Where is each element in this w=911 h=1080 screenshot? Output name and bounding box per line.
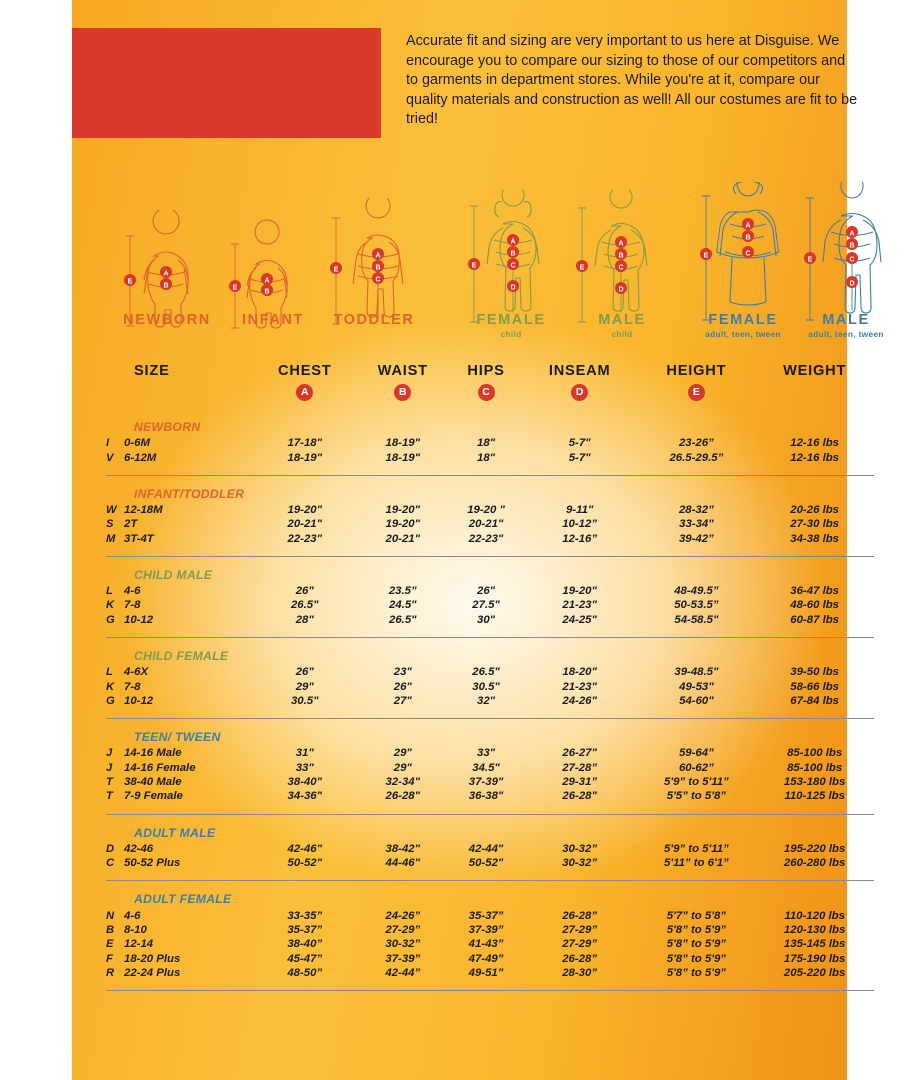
row-weight: 36-47 lbs — [790, 585, 840, 598]
row-inseam: 26-27" — [562, 747, 597, 760]
row-size: 0-6M — [124, 437, 150, 450]
intro-paragraph: Accurate fit and sizing are very important to us here at Disguise. We encourage you to compare our sizing to those of our competitors and to garments in department stores. While you're at it, compare our quality materials and construction as well! All our costumes are fit to be tried! — [406, 33, 858, 128]
row-height: 28-32” — [678, 503, 714, 516]
figure-label-child-male — [566, 312, 678, 339]
svg-text:E: E — [471, 262, 477, 270]
table-row — [106, 436, 874, 450]
row-waist: 29" — [393, 761, 412, 774]
row-hips: 22-23" — [468, 532, 504, 545]
row-size: 14-16 Male — [124, 747, 182, 760]
row-size: 38-40 Male — [124, 776, 182, 789]
row-weight: 85-100 lbs — [787, 761, 843, 774]
row-inseam: 24-26" — [562, 694, 597, 707]
row-weight: 60-87 lbs — [790, 613, 840, 626]
row-height: 5'9” to 5'11” — [664, 842, 729, 855]
figure-label-newborn — [102, 312, 232, 328]
row-height: 5'9” to 5'11” — [664, 776, 729, 789]
row-inseam: 24-25" — [562, 613, 597, 626]
svg-text:C: C — [510, 262, 516, 270]
svg-text:A: A — [510, 238, 516, 246]
row-letter: D — [106, 842, 115, 855]
row-waist: 27" — [393, 694, 412, 707]
header-height: HEIGHT — [666, 363, 727, 379]
table-row — [106, 665, 874, 679]
table-row — [106, 856, 874, 870]
row-chest: 38-40” — [287, 938, 323, 951]
row-size: 7-8 — [124, 680, 141, 693]
figure-label-text: FEMALE — [708, 312, 778, 328]
figure-labels — [96, 312, 896, 352]
row-weight: 20-26 lbs — [790, 503, 840, 516]
row-height: 48-49.5” — [674, 585, 719, 598]
table-group-label: INFANT/TODDLER — [134, 486, 245, 501]
key-dot-b: B — [394, 384, 411, 401]
row-chest: 20-21" — [287, 518, 323, 531]
table-row — [106, 598, 874, 612]
table-row — [106, 952, 874, 966]
row-inseam: 27-29” — [562, 938, 598, 951]
row-weight: 135-145 lbs — [783, 938, 846, 951]
figure-label-text: MALE — [822, 312, 870, 328]
svg-text:B: B — [510, 250, 516, 258]
svg-text:B: B — [745, 234, 751, 242]
table-row — [106, 842, 874, 856]
svg-text:B: B — [264, 288, 270, 296]
table-group-label: TEEN/ TWEEN — [134, 730, 221, 745]
row-waist: 23.5” — [388, 585, 417, 598]
row-inseam: 26-28" — [562, 790, 597, 803]
svg-text:C: C — [849, 256, 855, 264]
row-waist: 26" — [393, 680, 412, 693]
row-letter: J — [106, 761, 113, 774]
svg-text:C: C — [375, 276, 381, 284]
key-weight — [755, 383, 874, 409]
row-height: 5'11” to 6'1” — [664, 857, 729, 870]
left-margin — [0, 0, 72, 1080]
row-inseam: 27-29” — [562, 923, 598, 936]
row-size: 7-8 — [124, 599, 141, 612]
svg-text:B: B — [163, 282, 169, 290]
row-waist: 18-19" — [385, 437, 421, 450]
figure-sublabel: adult, teen, tween — [705, 329, 781, 339]
row-chest: 45-47” — [287, 952, 323, 965]
row-hips: 37-39" — [468, 776, 504, 789]
row-inseam: 5-7" — [568, 451, 591, 464]
table-group-row — [106, 881, 874, 909]
row-chest: 17-18" — [287, 437, 323, 450]
row-height: 5'7” to 5'8” — [666, 909, 726, 922]
row-weight: 205-220 lbs — [783, 967, 846, 980]
svg-text:E: E — [127, 278, 133, 286]
row-hips: 36-38" — [468, 790, 504, 803]
svg-text:A: A — [745, 222, 751, 230]
row-inseam: 19-20" — [562, 585, 597, 598]
row-letter: K — [106, 599, 115, 612]
row-waist: 29" — [393, 747, 412, 760]
figure-label-child-female — [444, 312, 578, 339]
table-row — [106, 775, 874, 789]
row-waist: 24.5" — [388, 599, 417, 612]
row-inseam: 12-16” — [562, 532, 598, 545]
table-separator — [106, 627, 874, 638]
row-waist: 38-42" — [385, 842, 421, 855]
table-separator — [106, 708, 874, 719]
table-group-label: ADULT FEMALE — [134, 892, 232, 907]
row-weight: 39-50 lbs — [790, 666, 840, 679]
row-chest: 18-19" — [287, 451, 323, 464]
table-row — [106, 613, 874, 627]
key-dot-e: E — [688, 384, 705, 401]
figure-label-adult-male — [782, 312, 910, 339]
row-inseam: 26-28” — [562, 952, 598, 965]
sizing-table — [106, 362, 874, 991]
sizing-table-wrap — [106, 362, 874, 991]
row-height: 33-34" — [679, 518, 714, 531]
svg-text:E: E — [232, 284, 238, 292]
row-waist: 19-20" — [385, 503, 421, 516]
key-blank — [106, 383, 254, 409]
row-size: 2T — [124, 518, 138, 531]
row-waist: 32-34" — [385, 776, 421, 789]
header-hips: HIPS — [467, 363, 505, 379]
table-row — [106, 679, 874, 693]
table-row — [106, 789, 874, 803]
measurement-key-row — [106, 383, 874, 409]
table-group-row — [106, 556, 874, 584]
svg-text:B: B — [618, 252, 624, 260]
row-height: 50-53.5” — [674, 599, 719, 612]
row-waist: 24-26” — [385, 909, 421, 922]
row-letter: N — [106, 909, 115, 922]
row-hips: 42-44" — [468, 842, 504, 855]
row-letter: V — [106, 451, 114, 464]
row-waist: 26-28" — [385, 790, 421, 803]
row-letter: T — [106, 776, 113, 789]
row-height: 23-26” — [678, 437, 714, 450]
row-weight: 260-280 lbs — [783, 857, 846, 870]
row-chest: 42-46" — [287, 842, 323, 855]
row-waist: 27-29” — [385, 923, 421, 936]
key-dot-d: D — [571, 384, 588, 401]
row-letter: J — [106, 747, 113, 760]
row-height: 59-64” — [678, 747, 714, 760]
row-hips: 47-49” — [468, 952, 504, 965]
table-group-row — [106, 719, 874, 747]
row-waist: 30-32” — [385, 938, 421, 951]
row-letter: K — [106, 680, 115, 693]
row-hips: 20-21" — [468, 518, 504, 531]
row-letter: B — [106, 923, 115, 936]
row-height: 5'8” to 5'9” — [666, 923, 726, 936]
row-letter: M — [106, 532, 116, 545]
row-letter: G — [106, 613, 115, 626]
figure-label-text: INFANT — [242, 312, 304, 328]
row-waist: 18-19" — [385, 451, 421, 464]
row-letter: I — [106, 437, 110, 450]
table-group-label: NEWBORN — [134, 420, 201, 434]
row-hips: 49-51” — [468, 967, 504, 980]
row-hips: 18" — [477, 437, 496, 450]
svg-text:E: E — [703, 252, 709, 260]
row-weight: 67-84 lbs — [790, 694, 840, 707]
header-inseam: INSEAM — [548, 363, 611, 379]
row-weight: 27-30 lbs — [790, 518, 840, 531]
table-header-row — [106, 362, 874, 383]
table-group-row — [106, 638, 874, 666]
row-inseam: 18-20" — [562, 666, 597, 679]
row-waist: 44-46" — [385, 857, 421, 870]
row-hips: 35-37” — [468, 909, 504, 922]
svg-text:D: D — [618, 286, 624, 294]
table-group-label: ADULT MALE — [134, 825, 216, 840]
row-inseam: 9-11" — [565, 503, 594, 516]
row-chest: 26" — [295, 585, 314, 598]
table-row — [106, 503, 874, 517]
row-weight: 110-120 lbs — [784, 909, 845, 922]
row-inseam: 21-23" — [562, 680, 597, 693]
table-row — [106, 584, 874, 598]
svg-text:B: B — [849, 242, 855, 250]
row-hips: 26.5" — [472, 666, 500, 679]
row-hips: 27.5" — [472, 599, 500, 612]
row-letter: E — [106, 938, 114, 951]
figure-label-text: MALE — [598, 312, 646, 328]
table-group-row — [106, 475, 874, 503]
key-dot-a: A — [296, 384, 313, 401]
table-row — [106, 761, 874, 775]
row-chest: 26" — [295, 666, 314, 679]
row-hips: 19-20 " — [467, 503, 505, 516]
row-hips: 34.5" — [472, 761, 500, 774]
table-separator — [106, 546, 874, 557]
row-weight: 153-180 lbs — [783, 776, 846, 789]
svg-text:C: C — [618, 264, 624, 272]
row-chest: 29" — [295, 680, 314, 693]
row-size: 8-10 — [124, 923, 147, 936]
table-group-row — [106, 814, 874, 842]
row-inseam: 29-31” — [562, 776, 598, 789]
svg-text:C: C — [745, 250, 751, 258]
row-chest: 30.5" — [290, 694, 319, 707]
row-hips: 37-39” — [468, 923, 504, 936]
row-inseam: 26-28” — [562, 909, 598, 922]
row-chest: 22-23" — [287, 532, 323, 545]
table-separator — [106, 465, 874, 476]
row-chest: 33-35” — [287, 909, 323, 922]
table-row — [106, 450, 874, 464]
table-row — [106, 937, 874, 951]
row-height: 54-60" — [679, 694, 714, 707]
svg-text:A: A — [264, 277, 270, 285]
row-waist: 20-21" — [385, 532, 421, 545]
row-chest: 34-36" — [287, 790, 323, 803]
row-inseam: 10-12” — [562, 518, 598, 531]
row-chest: 26.5" — [290, 599, 319, 612]
row-weight: 175-190 lbs — [783, 952, 846, 965]
header-waist: WAIST — [377, 363, 428, 379]
row-chest: 35-37” — [287, 923, 323, 936]
red-logo-block — [72, 28, 381, 138]
svg-text:E: E — [807, 256, 813, 264]
row-hips: 30.5" — [472, 680, 500, 693]
row-weight: 48-60 lbs — [790, 599, 840, 612]
row-size: 7-9 Female — [124, 790, 183, 803]
row-size: 22-24 Plus — [124, 967, 181, 980]
row-height: 39-42” — [678, 532, 714, 545]
figure-sublabel: child — [611, 329, 633, 339]
row-size: 14-16 Female — [124, 761, 196, 774]
figure-label-text: TODDLER — [333, 312, 415, 328]
table-group-row — [106, 409, 874, 436]
row-inseam: 5-7" — [568, 437, 591, 450]
row-waist: 23" — [393, 666, 412, 679]
row-chest: 48-50” — [287, 967, 323, 980]
row-hips: 32" — [477, 694, 496, 707]
row-letter: R — [106, 967, 115, 980]
row-hips: 50-52" — [468, 857, 504, 870]
key-hips — [450, 383, 521, 409]
svg-text:E: E — [579, 264, 585, 272]
row-size: 12-14 — [124, 938, 154, 951]
row-height: 26.5-29.5” — [669, 451, 724, 464]
row-chest: 38-40" — [287, 776, 323, 789]
row-size: 10-12 — [124, 613, 154, 626]
row-weight: 85-100 lbs — [787, 747, 843, 760]
svg-text:D: D — [510, 284, 516, 292]
row-inseam: 30-32” — [562, 842, 598, 855]
row-height: 5'5” to 5'8” — [666, 790, 726, 803]
row-letter: L — [106, 585, 113, 598]
row-size: 3T-4T — [124, 532, 154, 545]
key-dot-c: C — [478, 384, 495, 401]
row-hips: 33" — [477, 747, 496, 760]
row-height: 5'8” to 5'9” — [666, 938, 726, 951]
row-height: 54-58.5" — [674, 613, 719, 626]
key-chest — [254, 383, 355, 409]
row-size: 4-6 — [124, 585, 141, 598]
row-letter: G — [106, 694, 115, 707]
table-separator — [106, 804, 874, 815]
row-letter: W — [106, 503, 117, 516]
row-weight: 12-16 lbs — [790, 451, 840, 464]
svg-text:D: D — [849, 280, 855, 288]
row-letter: T — [106, 790, 113, 803]
row-waist: 19-20" — [385, 518, 421, 531]
key-inseam — [522, 383, 638, 409]
row-hips: 30" — [477, 613, 496, 626]
row-letter: S — [106, 518, 114, 531]
header-chest: CHEST — [278, 363, 332, 379]
figure-label-text: FEMALE — [476, 312, 546, 328]
table-separator — [106, 870, 874, 881]
row-hips: 18" — [477, 451, 496, 464]
row-height: 39-48.5" — [674, 666, 719, 679]
row-inseam: 21-23" — [562, 599, 597, 612]
row-size: 6-12M — [124, 451, 157, 464]
row-height: 49-53" — [679, 680, 714, 693]
key-height — [637, 383, 755, 409]
row-waist: 42-44” — [385, 967, 421, 980]
row-inseam: 27-28” — [562, 761, 598, 774]
sizing-table-body — [106, 409, 874, 991]
table-row — [106, 908, 874, 922]
figure-label-toddler — [306, 312, 442, 328]
key-waist — [355, 383, 450, 409]
svg-text:A: A — [618, 240, 624, 248]
svg-text:E: E — [333, 266, 339, 274]
row-size: 4-6X — [124, 666, 149, 679]
table-row — [106, 694, 874, 708]
row-weight: 58-66 lbs — [790, 680, 840, 693]
row-weight: 120-130 lbs — [783, 923, 846, 936]
row-waist: 37-39” — [385, 952, 421, 965]
row-weight: 34-38 lbs — [790, 532, 840, 545]
row-size: 12-18M — [124, 503, 163, 516]
row-height: 5'8” to 5'9” — [666, 952, 726, 965]
row-letter: C — [106, 857, 115, 870]
table-separator — [106, 980, 874, 991]
row-size: 10-12 — [124, 694, 154, 707]
row-size: 42-46 — [124, 842, 154, 855]
row-size: 18-20 Plus — [124, 952, 181, 965]
svg-text:B: B — [375, 264, 381, 272]
figure-sublabel: child — [500, 329, 522, 339]
header-weight: WEIGHT — [783, 363, 847, 379]
row-weight: 195-220 lbs — [783, 842, 846, 855]
table-row — [106, 966, 874, 980]
row-inseam: 28-30” — [562, 967, 598, 980]
row-chest: 31" — [295, 747, 314, 760]
row-hips: 26" — [477, 585, 496, 598]
svg-text:A: A — [375, 252, 381, 260]
figure-label-text: NEWBORN — [123, 312, 211, 328]
table-row — [106, 532, 874, 546]
table-row — [106, 517, 874, 531]
header-size: SIZE — [134, 363, 170, 379]
row-letter: F — [106, 952, 113, 965]
row-chest: 28" — [295, 613, 314, 626]
row-hips: 41-43” — [468, 938, 504, 951]
row-inseam: 30-32” — [562, 857, 598, 870]
row-height: 5'8” to 5'9” — [666, 967, 726, 980]
table-group-label: CHILD FEMALE — [134, 649, 229, 663]
row-chest: 33" — [295, 761, 314, 774]
svg-text:A: A — [849, 230, 855, 238]
row-weight: 12-16 lbs — [790, 437, 840, 450]
row-letter: L — [106, 666, 113, 679]
table-group-label: CHILD MALE — [134, 567, 213, 582]
row-waist: 26.5" — [388, 613, 417, 626]
row-weight: 110-125 lbs — [784, 790, 845, 803]
figure-sublabel: adult, teen, tween — [808, 329, 884, 339]
row-chest: 19-20" — [287, 503, 323, 516]
svg-text:A: A — [163, 270, 169, 278]
row-size: 4-6 — [124, 909, 141, 922]
table-row — [106, 746, 874, 760]
row-size: 50-52 Plus — [124, 857, 181, 870]
row-height: 60-62” — [678, 761, 714, 774]
table-row — [106, 923, 874, 937]
row-chest: 50-52" — [287, 857, 323, 870]
